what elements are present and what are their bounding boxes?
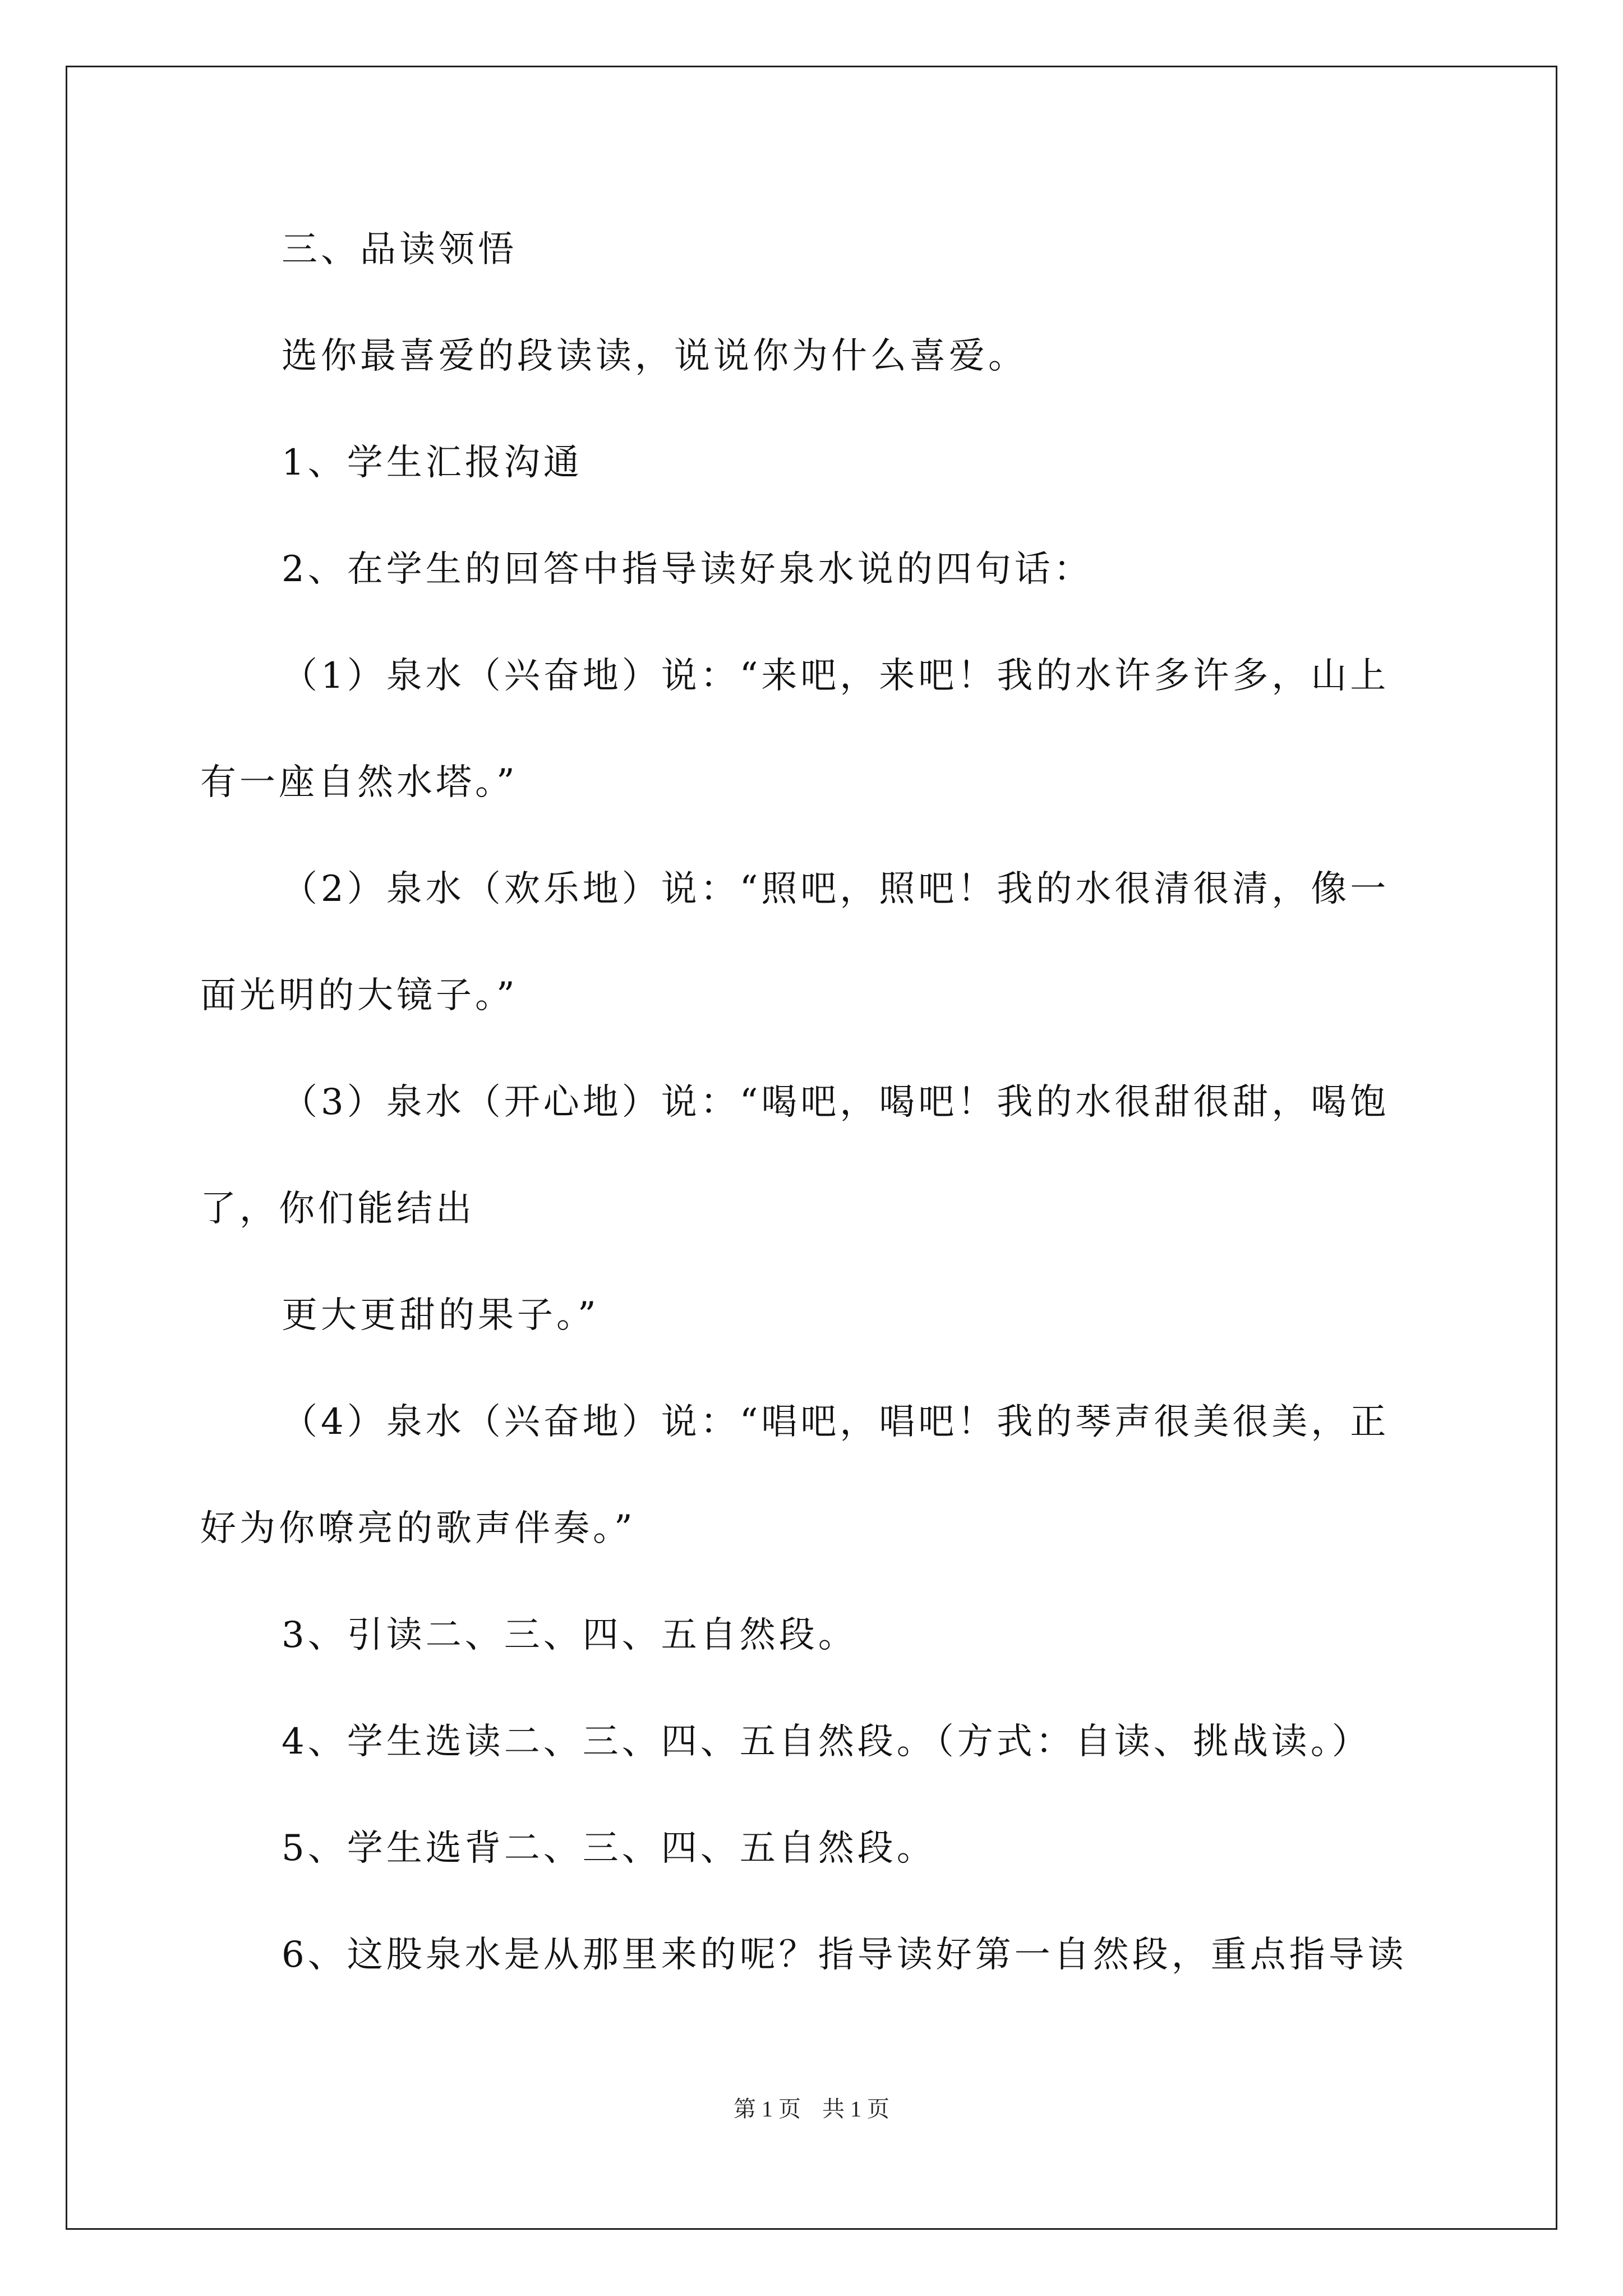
list-item: 5、学生选背二、三、四、五自然段。 — [282, 1828, 936, 1869]
quote-line: （2）泉水（欢乐地）说：“照吧，照吧！我的水很清很清，像一 — [282, 868, 1390, 910]
quote-line: 了，你们能结出 — [200, 1188, 475, 1230]
page-footer — [0, 2095, 1623, 2123]
list-item: 3、引读二、三、四、五自然段。 — [282, 1614, 857, 1656]
list-item: 2、在学生的回答中指导读好泉水说的四句话： — [282, 549, 1093, 590]
quote-line: （1）泉水（兴奋地）说：“来吧，来吧！我的水许多许多，山上 — [282, 655, 1390, 697]
page-border — [66, 66, 1557, 2230]
quote-line: （3）泉水（开心地）说：“喝吧，喝吧！我的水很甜很甜，喝饱 — [282, 1082, 1390, 1123]
quote-line: 有一座自然水塔。” — [200, 762, 518, 803]
quote-line: （4）泉水（兴奋地）说：“唱吧，唱吧！我的琴声很美很美，正 — [282, 1401, 1390, 1443]
section-heading: 三、品读领悟 — [282, 229, 517, 270]
list-item: 4、学生选读二、三、四、五自然段。（方式：自读、挑战读。） — [282, 1721, 1371, 1763]
quote-line: 好为你嘹亮的歌声伴奏。” — [200, 1508, 636, 1549]
quote-line: 面光明的大镜子。” — [200, 975, 518, 1016]
quote-line: 更大更甜的果子。” — [282, 1295, 600, 1336]
page-total: 共 1 页 — [822, 2096, 889, 2122]
paragraph: 选你最喜爱的段读读，说说你为什么喜爱。 — [282, 335, 1027, 377]
list-item: 6、这股泉水是从那里来的呢？指导读好第一自然段，重点指导读 — [282, 1934, 1407, 1976]
page-number: 第 1 页 — [734, 2096, 801, 2122]
list-item: 1、学生汇报沟通 — [282, 442, 583, 484]
